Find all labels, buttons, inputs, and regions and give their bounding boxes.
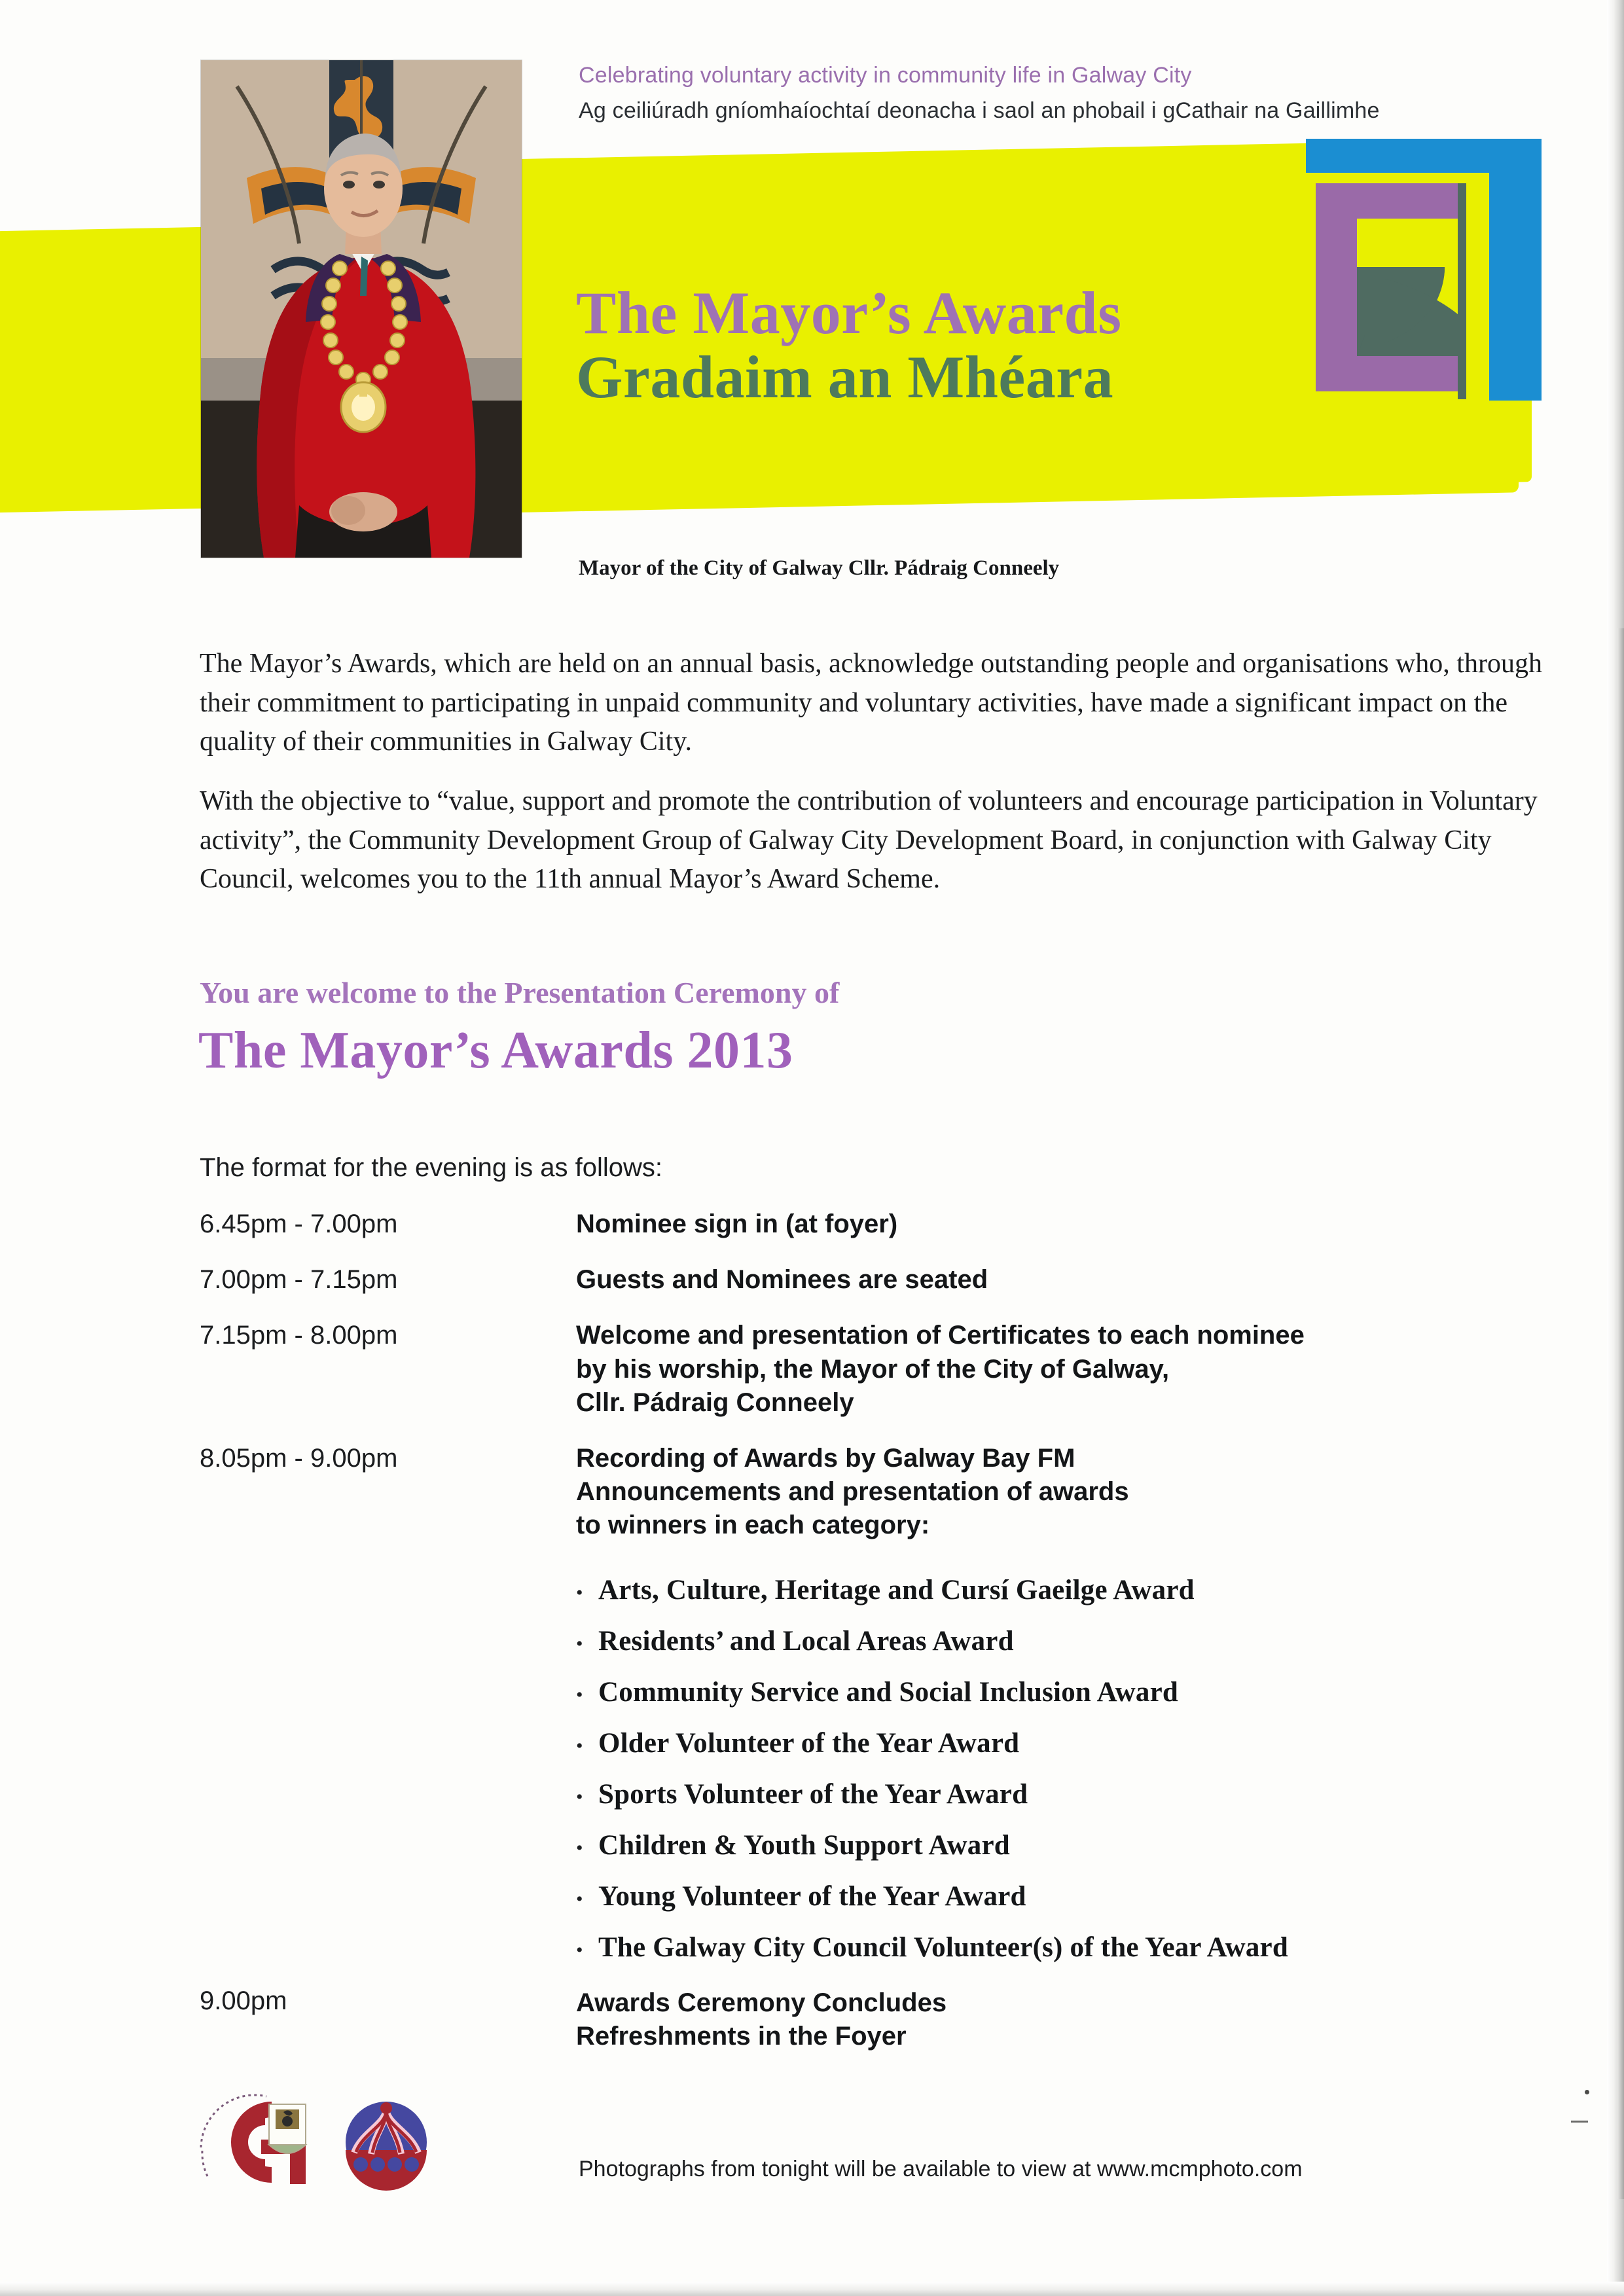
closing-description-line: Refreshments in the Foyer	[576, 2022, 907, 2051]
galway-city-council-logo	[1280, 139, 1542, 414]
award-category-item	[576, 1727, 1288, 1759]
award-category-item	[576, 1574, 1288, 1606]
footer-logos	[193, 2085, 455, 2199]
schedule-row	[200, 1442, 1574, 1543]
bullet-icon: •	[576, 1939, 583, 1961]
award-categories-list	[576, 1574, 1288, 1982]
tagline-english: Celebrating voluntary activity in community life in Galway City	[579, 63, 1192, 88]
award-category-label: Arts, Culture, Heritage and Cursí Gaeilge Award	[598, 1575, 1195, 1605]
schedule-row	[200, 1319, 1574, 1420]
tagline-irish: Ag ceiliúradh gníomhaíochtaí deonacha i saol an phobail i gCathair na Gaillimhe	[579, 98, 1380, 123]
schedule-description	[576, 1263, 988, 1297]
scan-tick-mark	[1571, 2121, 1588, 2123]
schedule-description	[576, 1442, 1129, 1543]
schedule-description	[576, 1208, 897, 1241]
schedule-row	[200, 1208, 1574, 1241]
award-category-label: Residents’ and Local Areas Award	[598, 1626, 1014, 1657]
logo-swoosh-icon	[1280, 139, 1542, 414]
title-english: The Mayor’s Awards	[576, 279, 1122, 346]
award-category-item	[576, 1778, 1288, 1810]
schedule-time: 6.45pm - 7.00pm	[200, 1210, 398, 1238]
schedule-list	[200, 1208, 1574, 1565]
award-category-label: The Galway City Council Volunteer(s) of the Year Award	[598, 1932, 1288, 1963]
award-category-item	[576, 1880, 1288, 1912]
schedule-description-line: by his worship, the Mayor of the City of Galway,	[576, 1354, 1170, 1384]
award-category-label: Community Service and Social Inclusion Award	[598, 1677, 1178, 1708]
bullet-icon: •	[576, 1888, 583, 1910]
bullet-icon: •	[576, 1633, 583, 1655]
closing-description-line: Awards Ceremony Concludes	[576, 1988, 947, 2017]
format-intro: The format for the evening is as follows:	[200, 1153, 662, 1182]
bullet-icon: •	[576, 1582, 583, 1604]
award-category-label: Sports Volunteer of the Year Award	[598, 1779, 1028, 1810]
closing-description	[576, 1986, 947, 2053]
bullet-icon: •	[576, 1735, 583, 1757]
scan-dot-mark	[1585, 2090, 1589, 2094]
award-category-label: Young Volunteer of the Year Award	[598, 1881, 1026, 1912]
galway-g-logo	[201, 2095, 306, 2184]
schedule-description-line: Guests and Nominees are seated	[576, 1265, 988, 1295]
main-title	[576, 281, 1122, 409]
schedule-row	[200, 1263, 1574, 1297]
title-irish: Gradaim an Mhéara	[576, 343, 1114, 410]
bullet-icon: •	[576, 1684, 583, 1706]
schedule-time: 7.00pm - 7.15pm	[200, 1265, 398, 1295]
bullet-icon: •	[576, 1837, 583, 1859]
photography-note: Photographs from tonight will be available to view at www.mcmphoto.com	[579, 2157, 1303, 2181]
intro-paragraph-2: With the objective to “value, support and promote the contribution of volunteers and encourage participation in Voluntary activity”, the Community Development Group of Galway City Development Board, in conjunction with Galway City Council, welcomes you to the 11th annual Mayor’s Award Scheme.	[200, 786, 1538, 895]
schedule-time: 7.15pm - 8.00pm	[200, 1321, 398, 1350]
community-emblem-logo	[346, 2102, 427, 2191]
award-category-item	[576, 1625, 1288, 1657]
schedule-time: 8.05pm - 9.00pm	[200, 1443, 398, 1473]
schedule-description-line: Nominee sign in (at foyer)	[576, 1210, 898, 1238]
schedule-description-line: Welcome and presentation of Certificates to each nominee	[576, 1321, 1305, 1350]
award-category-item	[576, 1829, 1288, 1861]
schedule-description-line: Announcements and presentation of awards	[576, 1477, 1129, 1507]
event-title: The Mayor’s Awards 2013	[198, 1022, 793, 1079]
closing-row	[200, 1986, 1574, 2053]
schedule-description	[576, 1319, 1305, 1420]
scan-edge-right-inner	[1617, 628, 1624, 2199]
intro-paragraph-1: The Mayor’s Awards, which are held on an annual basis, acknowledge outstanding people and organisations who, through their commitment to participating in unpaid community and voluntary activities, have made a significant impact on the quality of their communities in Galway City.	[200, 649, 1542, 757]
welcome-line: You are welcome to the Presentation Ceremony of	[200, 976, 840, 1009]
schedule-description-line: to winners in each category:	[576, 1511, 930, 1540]
award-category-label: Older Volunteer of the Year Award	[598, 1728, 1020, 1759]
award-category-item	[576, 1676, 1288, 1708]
award-category-item	[576, 1931, 1288, 1964]
scan-edge-bottom	[0, 2282, 1624, 2296]
closing-time: 9.00pm	[200, 1986, 287, 2015]
award-category-label: Children & Youth Support Award	[598, 1830, 1010, 1861]
mayor-caption: Mayor of the City of Galway Cllr. Pádraig Conneely	[579, 556, 1060, 580]
schedule-description-line: Recording of Awards by Galway Bay FM	[576, 1443, 1075, 1473]
mayor-photograph	[201, 60, 522, 558]
bullet-icon: •	[576, 1786, 583, 1808]
schedule-description-line: Cllr. Pádraig Conneely	[576, 1388, 854, 1417]
